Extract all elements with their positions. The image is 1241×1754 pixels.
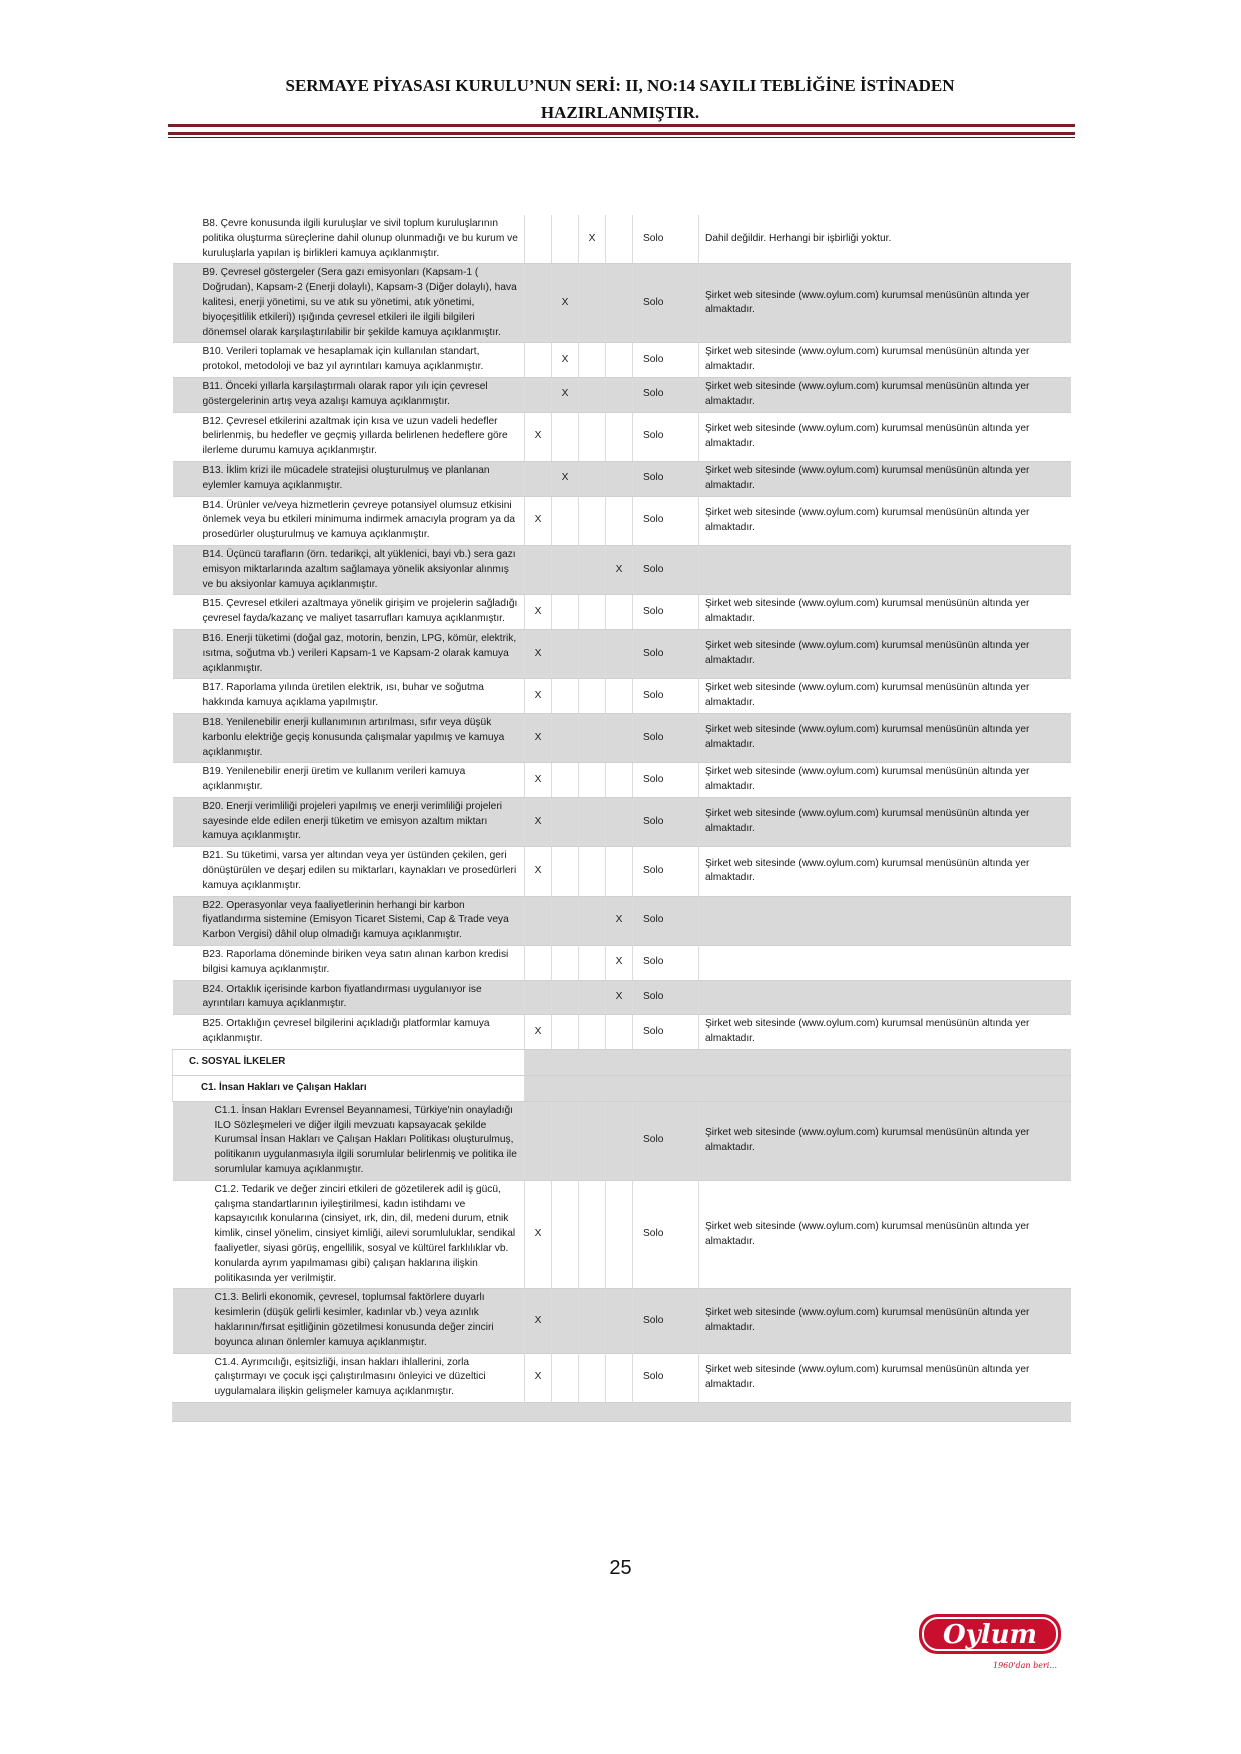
mark-col-1 bbox=[525, 946, 552, 981]
section-title: C. SOSYAL İLKELER bbox=[173, 1049, 525, 1075]
mark-col-2 bbox=[552, 679, 579, 714]
mark-col-3: X bbox=[579, 215, 606, 264]
mark-col-3 bbox=[579, 847, 606, 896]
mark-col-2: X bbox=[552, 264, 579, 343]
mark-col-4 bbox=[606, 264, 633, 343]
mark-col-4 bbox=[606, 763, 633, 798]
oylum-logo bbox=[915, 1606, 1065, 1676]
header-rule-bottom bbox=[168, 132, 1075, 135]
row-level: Solo bbox=[633, 847, 699, 896]
mark-col-2 bbox=[552, 1180, 579, 1289]
subsection-spacer bbox=[525, 1075, 1071, 1101]
mark-col-2 bbox=[552, 1101, 579, 1180]
mark-col-3 bbox=[579, 1101, 606, 1180]
header-rule-top bbox=[168, 124, 1075, 127]
header-rule-thin bbox=[168, 137, 1075, 138]
mark-col-1: X bbox=[525, 847, 552, 896]
row-description: B8. Çevre konusunda ilgili kuruluşlar ve sivil toplum kuruluşlarının politika oluşturma süreçlerine dahil olunup olunmadığı ve bu kurum ve kuruluşlarla yapılan iş birlikleri kamuya açıklanmıştır. bbox=[173, 215, 525, 264]
mark-col-1: X bbox=[525, 1180, 552, 1289]
mark-col-3 bbox=[579, 946, 606, 981]
row-description: C1.2. Tedarik ve değer zinciri etkileri de gözetilerek adil iş gücü, çalışma standartlarının iyileştirilmesi, kadın istihdamı ve kapsayıcılık konularına (cinsiyet, ırk, din, dil, medeni durum, etnik kimlik, cinsel yönelim, cinsiyet kimliği, ailevi sorumluluklar, sendikal faaliyetler, siyasi görüş, engellilik, sosyal ve kültürel farklılıklar vb. konularda ayrım yapılmaması gibi) çalışan haklarına ilişkin politikasında yer verilmiştir. bbox=[173, 1180, 525, 1289]
mark-col-3 bbox=[579, 679, 606, 714]
mark-col-4 bbox=[606, 797, 633, 846]
mark-col-2 bbox=[552, 713, 579, 762]
row-description: B23. Raporlama döneminde biriken veya satın alınan karbon kredisi bilgisi kamuya açıklanmıştır. bbox=[173, 946, 525, 981]
mark-col-1 bbox=[525, 980, 552, 1015]
row-note: Şirket web sitesinde (www.oylum.com) kurumsal menüsünün altında yer almaktadır. bbox=[699, 1180, 1071, 1289]
table-row bbox=[173, 496, 1071, 545]
row-note: Şirket web sitesinde (www.oylum.com) kurumsal menüsünün altında yer almaktadır. bbox=[699, 496, 1071, 545]
row-description: B13. İklim krizi ile mücadele stratejisi oluşturulmuş ve planlanan eylemler kamuya açıklanmıştır. bbox=[173, 461, 525, 496]
row-description: B21. Su tüketimi, varsa yer altından veya yer üstünden çekilen, geri dönüştürülen ve deşarj edilen su miktarları, kaynakları ve prosedürleri kamuya açıklanmıştır. bbox=[173, 847, 525, 896]
mark-col-2 bbox=[552, 629, 579, 678]
row-level: Solo bbox=[633, 264, 699, 343]
row-note: Şirket web sitesinde (www.oylum.com) kurumsal menüsünün altında yer almaktadır. bbox=[699, 595, 1071, 630]
mark-col-3 bbox=[579, 461, 606, 496]
row-note bbox=[699, 545, 1071, 594]
table-row bbox=[173, 629, 1071, 678]
row-level: Solo bbox=[633, 946, 699, 981]
mark-col-2 bbox=[552, 946, 579, 981]
mark-col-3 bbox=[579, 264, 606, 343]
mark-col-1 bbox=[525, 545, 552, 594]
table-footer-row bbox=[173, 1402, 1071, 1421]
mark-col-2 bbox=[552, 763, 579, 798]
row-note: Şirket web sitesinde (www.oylum.com) kurumsal menüsünün altında yer almaktadır. bbox=[699, 763, 1071, 798]
row-description: B19. Yenilenebilir enerji üretim ve kullanım verileri kamuya açıklanmıştır. bbox=[173, 763, 525, 798]
row-level: Solo bbox=[633, 1180, 699, 1289]
row-description: B25. Ortaklığın çevresel bilgilerini açıkladığı platformlar kamuya açıklanmıştır. bbox=[173, 1015, 525, 1050]
mark-col-3 bbox=[579, 595, 606, 630]
mark-col-3 bbox=[579, 1180, 606, 1289]
subsection-title: C1. İnsan Hakları ve Çalışan Hakları bbox=[173, 1075, 525, 1101]
table-row bbox=[173, 763, 1071, 798]
table-row bbox=[173, 595, 1071, 630]
mark-col-4: X bbox=[606, 946, 633, 981]
row-description: B16. Enerji tüketimi (doğal gaz, motorin, benzin, LPG, kömür, elektrik, ısıtma, soğutma vb.) verileri Kapsam-1 ve Kapsam-2 olarak kamuya açıklanmıştır. bbox=[173, 629, 525, 678]
mark-col-1: X bbox=[525, 1015, 552, 1050]
row-note: Şirket web sitesinde (www.oylum.com) kurumsal menüsünün altında yer almaktadır. bbox=[699, 1015, 1071, 1050]
mark-col-4 bbox=[606, 343, 633, 378]
row-note: Şirket web sitesinde (www.oylum.com) kurumsal menüsünün altında yer almaktadır. bbox=[699, 264, 1071, 343]
mark-col-4 bbox=[606, 679, 633, 714]
row-description: B24. Ortaklık içerisinde karbon fiyatlandırması uygulanıyor ise ayrıntıları kamuya açıklanmıştır. bbox=[173, 980, 525, 1015]
mark-col-4 bbox=[606, 713, 633, 762]
mark-col-4 bbox=[606, 412, 633, 461]
mark-col-1: X bbox=[525, 629, 552, 678]
row-level: Solo bbox=[633, 1101, 699, 1180]
mark-col-2 bbox=[552, 496, 579, 545]
header-line-1: SERMAYE PİYASASI KURULU’NUN SERİ: II, NO:14 SAYILI TEBLİĞİNE İSTİNADEN bbox=[285, 76, 955, 95]
table-row bbox=[173, 1101, 1071, 1180]
row-description: B10. Verileri toplamak ve hesaplamak için kullanılan standart, protokol, metodoloji ve baz yıl ayrıntıları kamuya açıklanmıştır. bbox=[173, 343, 525, 378]
section-row bbox=[173, 1049, 1071, 1075]
row-level: Solo bbox=[633, 679, 699, 714]
row-level: Solo bbox=[633, 545, 699, 594]
row-description: B9. Çevresel göstergeler (Sera gazı emisyonları (Kapsam-1 ( Doğrudan), Kapsam-2 (Enerji dolaylı), Kapsam-3 (Diğer dolaylı), hava kalitesi, enerji yönetimi, su ve atık su yönetimi, atık yönetimi, biyoçeşitlilik etkileri)) ışığında çevresel etkileri ile ilgili bilgileri dönemsel olarak karşılaştırılabilir bir şekilde kamuya açıklanmıştır. bbox=[173, 264, 525, 343]
row-note: Şirket web sitesinde (www.oylum.com) kurumsal menüsünün altında yer almaktadır. bbox=[699, 847, 1071, 896]
row-description: C1.3. Belirli ekonomik, çevresel, toplumsal faktörlere duyarlı kesimlerin (düşük gelirli kesimler, kadınlar vb.) veya azınlık haklarının/fırsat eşitliğinin gözetilmesi konusunda değer zinciri boyunca alınan önlemler kamuya açıklanmıştır. bbox=[173, 1289, 525, 1353]
mark-col-4 bbox=[606, 215, 633, 264]
mark-col-1: X bbox=[525, 797, 552, 846]
row-note: Şirket web sitesinde (www.oylum.com) kurumsal menüsünün altında yer almaktadır. bbox=[699, 1353, 1071, 1402]
mark-col-4 bbox=[606, 1101, 633, 1180]
mark-col-4: X bbox=[606, 545, 633, 594]
table-row bbox=[173, 1353, 1071, 1402]
table-row bbox=[173, 1015, 1071, 1050]
mark-col-3 bbox=[579, 343, 606, 378]
row-note bbox=[699, 946, 1071, 981]
mark-col-1: X bbox=[525, 679, 552, 714]
mark-col-4 bbox=[606, 629, 633, 678]
table-row bbox=[173, 377, 1071, 412]
mark-col-2 bbox=[552, 545, 579, 594]
section-spacer bbox=[525, 1049, 1071, 1075]
row-note: Şirket web sitesinde (www.oylum.com) kurumsal menüsünün altında yer almaktadır. bbox=[699, 1101, 1071, 1180]
row-note: Şirket web sitesinde (www.oylum.com) kurumsal menüsünün altında yer almaktadır. bbox=[699, 679, 1071, 714]
row-note: Şirket web sitesinde (www.oylum.com) kurumsal menüsünün altında yer almaktadır. bbox=[699, 461, 1071, 496]
mark-col-3 bbox=[579, 1353, 606, 1402]
row-description: C1.1. İnsan Hakları Evrensel Beyannamesi, Türkiye'nin onayladığı ILO Sözleşmeleri ve diğer ilgili mevzuatı kapsayacak şekilde Kurumsal İnsan Hakları ve Çalışan Hakları Politikası oluşturulmuş, politikanın uygulanmasıyla ilgili sorumlular belirlenmiş ve politika ile sorumlular kamuya açıklanmıştır. bbox=[173, 1101, 525, 1180]
row-note: Şirket web sitesinde (www.oylum.com) kurumsal menüsünün altında yer almaktadır. bbox=[699, 377, 1071, 412]
row-level: Solo bbox=[633, 377, 699, 412]
mark-col-2 bbox=[552, 896, 579, 945]
logo-name: Oylum bbox=[942, 1620, 1038, 1650]
row-note: Şirket web sitesinde (www.oylum.com) kurumsal menüsünün altında yer almaktadır. bbox=[699, 1289, 1071, 1353]
table-row bbox=[173, 1180, 1071, 1289]
subsection-row bbox=[173, 1075, 1071, 1101]
table-row bbox=[173, 215, 1071, 264]
mark-col-2 bbox=[552, 980, 579, 1015]
table-row bbox=[173, 1289, 1071, 1353]
row-description: B14. Ürünler ve/veya hizmetlerin çevreye potansiyel olumsuz etkisini önlemek veya bu etkileri minimuma indirmek amacıyla program ya da prosedürler oluşturulmuş ve kamuya açıklanmıştır. bbox=[173, 496, 525, 545]
mark-col-1 bbox=[525, 461, 552, 496]
row-level: Solo bbox=[633, 629, 699, 678]
mark-col-2 bbox=[552, 1353, 579, 1402]
mark-col-2 bbox=[552, 595, 579, 630]
row-note bbox=[699, 896, 1071, 945]
row-level: Solo bbox=[633, 713, 699, 762]
table-row bbox=[173, 946, 1071, 981]
mark-col-1: X bbox=[525, 1353, 552, 1402]
mark-col-4 bbox=[606, 595, 633, 630]
mark-col-3 bbox=[579, 763, 606, 798]
row-level: Solo bbox=[633, 1353, 699, 1402]
mark-col-3 bbox=[579, 545, 606, 594]
mark-col-2: X bbox=[552, 343, 579, 378]
mark-col-4 bbox=[606, 1353, 633, 1402]
logo-tagline: 1960'dan beri... bbox=[992, 1661, 1057, 1670]
mark-col-2 bbox=[552, 215, 579, 264]
row-level: Solo bbox=[633, 797, 699, 846]
mark-col-1: X bbox=[525, 595, 552, 630]
mark-col-1 bbox=[525, 896, 552, 945]
row-level: Solo bbox=[633, 763, 699, 798]
mark-col-1: X bbox=[525, 1289, 552, 1353]
row-description: B11. Önceki yıllarla karşılaştırmalı olarak rapor yılı için çevresel göstergelerinin artış veya azalışı kamuya açıklanmıştır. bbox=[173, 377, 525, 412]
mark-col-2: X bbox=[552, 377, 579, 412]
table-row bbox=[173, 980, 1071, 1015]
row-note: Şirket web sitesinde (www.oylum.com) kurumsal menüsünün altında yer almaktadır. bbox=[699, 797, 1071, 846]
mark-col-2: X bbox=[552, 461, 579, 496]
row-note bbox=[699, 980, 1071, 1015]
mark-col-4 bbox=[606, 461, 633, 496]
row-level: Solo bbox=[633, 1289, 699, 1353]
row-note: Şirket web sitesinde (www.oylum.com) kurumsal menüsünün altında yer almaktadır. bbox=[699, 412, 1071, 461]
table-footer bbox=[173, 1402, 1071, 1421]
row-description: B14. Üçüncü tarafların (örn. tedarikçi, alt yüklenici, bayi vb.) sera gazı emisyon miktarlarında azaltım sağlamaya yönelik aksiyonlar alınmış ve bu aksiyonlar kamuya açıklanmıştır. bbox=[173, 545, 525, 594]
mark-col-4 bbox=[606, 1015, 633, 1050]
mark-col-3 bbox=[579, 1015, 606, 1050]
mark-col-3 bbox=[579, 896, 606, 945]
mark-col-3 bbox=[579, 412, 606, 461]
mark-col-4: X bbox=[606, 980, 633, 1015]
table-row bbox=[173, 713, 1071, 762]
mark-col-2 bbox=[552, 797, 579, 846]
mark-col-3 bbox=[579, 713, 606, 762]
row-level: Solo bbox=[633, 980, 699, 1015]
row-level: Solo bbox=[633, 215, 699, 264]
row-level: Solo bbox=[633, 461, 699, 496]
table-row bbox=[173, 412, 1071, 461]
mark-col-1 bbox=[525, 343, 552, 378]
row-level: Solo bbox=[633, 896, 699, 945]
table-row bbox=[173, 797, 1071, 846]
row-description: B20. Enerji verimliliği projeleri yapılmış ve enerji verimliliği projeleri sayesinde elde edilen enerji tüketim ve emisyon azaltım miktarı kamuya açıklanmıştır. bbox=[173, 797, 525, 846]
mark-col-3 bbox=[579, 629, 606, 678]
mark-col-1: X bbox=[525, 496, 552, 545]
row-level: Solo bbox=[633, 1015, 699, 1050]
mark-col-3 bbox=[579, 496, 606, 545]
row-description: B17. Raporlama yılında üretilen elektrik, ısı, buhar ve soğutma hakkında kamuya açıklama yapılmıştır. bbox=[173, 679, 525, 714]
mark-col-1 bbox=[525, 215, 552, 264]
mark-col-4 bbox=[606, 1180, 633, 1289]
row-description: C1.4. Ayrımcılığı, eşitsizliği, insan hakları ihlallerini, zorla çalıştırmayı ve çocuk işçi çalıştırılmasını önleyici ve düzeltici uygulamalara ilişkin gelişmeler kamuya açıklanmıştır. bbox=[173, 1353, 525, 1402]
table-row bbox=[173, 847, 1071, 896]
mark-col-1 bbox=[525, 1101, 552, 1180]
mark-col-1 bbox=[525, 264, 552, 343]
row-description: B15. Çevresel etkileri azaltmaya yönelik girişim ve projelerin sağladığı çevresel fayda/kazanç ve maliyet tasarrufları kamuya açıklanmıştır. bbox=[173, 595, 525, 630]
page-number: 25 bbox=[609, 1557, 632, 1579]
row-level: Solo bbox=[633, 496, 699, 545]
mark-col-1: X bbox=[525, 412, 552, 461]
row-level: Solo bbox=[633, 343, 699, 378]
mark-col-3 bbox=[579, 797, 606, 846]
table-row bbox=[173, 264, 1071, 343]
mark-col-4: X bbox=[606, 896, 633, 945]
row-description: B22. Operasyonlar veya faaliyetlerinin herhangi bir karbon fiyatlandırma sistemine (Emisyon Ticaret Sistemi, Cap & Trade veya Karbon Vergisi) dâhil olup olmadığı kamuya açıklanmıştır. bbox=[173, 896, 525, 945]
row-note: Şirket web sitesinde (www.oylum.com) kurumsal menüsünün altında yer almaktadır. bbox=[699, 343, 1071, 378]
row-level: Solo bbox=[633, 412, 699, 461]
compliance-table bbox=[172, 215, 1071, 1422]
table-row bbox=[173, 679, 1071, 714]
mark-col-4 bbox=[606, 847, 633, 896]
row-description: B18. Yenilenebilir enerji kullanımının artırılması, sıfır veya düşük karbonlu elektriğe geçiş konusunda çalışmalar yapılmış ve kamuya açıklanmıştır. bbox=[173, 713, 525, 762]
mark-col-2 bbox=[552, 412, 579, 461]
row-level: Solo bbox=[633, 595, 699, 630]
mark-col-2 bbox=[552, 1015, 579, 1050]
mark-col-1: X bbox=[525, 713, 552, 762]
mark-col-3 bbox=[579, 980, 606, 1015]
row-note: Dahil değildir. Herhangi bir işbirliği yoktur. bbox=[699, 215, 1071, 264]
mark-col-1: X bbox=[525, 763, 552, 798]
table-row bbox=[173, 896, 1071, 945]
mark-col-3 bbox=[579, 377, 606, 412]
table-row bbox=[173, 343, 1071, 378]
mark-col-4 bbox=[606, 496, 633, 545]
row-note: Şirket web sitesinde (www.oylum.com) kurumsal menüsünün altında yer almaktadır. bbox=[699, 629, 1071, 678]
document-header bbox=[160, 72, 1080, 126]
mark-col-3 bbox=[579, 1289, 606, 1353]
table-row bbox=[173, 461, 1071, 496]
mark-col-4 bbox=[606, 377, 633, 412]
mark-col-4 bbox=[606, 1289, 633, 1353]
mark-col-2 bbox=[552, 847, 579, 896]
mark-col-1 bbox=[525, 377, 552, 412]
row-description: B12. Çevresel etkilerini azaltmak için kısa ve uzun vadeli hedefler belirlenmiş, bu hedefler ve geçmiş yıllarda belirlenen hedeflere göre ilerleme durumu kamuya açıklanmıştır. bbox=[173, 412, 525, 461]
header-line-2: HAZIRLANMIŞTIR. bbox=[540, 103, 700, 122]
table-row bbox=[173, 545, 1071, 594]
mark-col-2 bbox=[552, 1289, 579, 1353]
row-note: Şirket web sitesinde (www.oylum.com) kurumsal menüsünün altında yer almaktadır. bbox=[699, 713, 1071, 762]
